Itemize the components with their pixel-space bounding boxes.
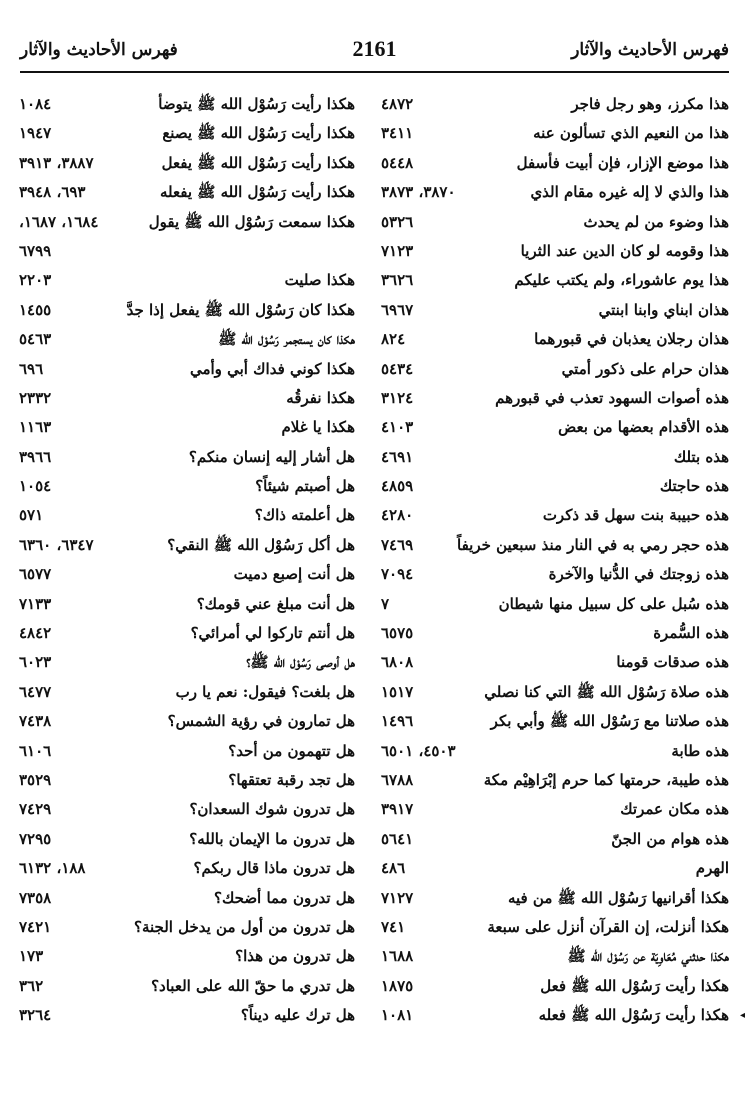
index-entry bbox=[19, 619, 367, 648]
page-header bbox=[20, 36, 729, 68]
index-column-right bbox=[381, 90, 729, 1031]
index-entry bbox=[381, 560, 729, 589]
index-column-left bbox=[19, 90, 367, 1031]
index-entry bbox=[19, 296, 367, 325]
hadith-number: ٧٤٢٩ bbox=[19, 800, 52, 819]
hadith-phrase: هل تجد رقبة تعتقها؟ bbox=[228, 770, 355, 789]
hadith-number: ٣٦٢٦ bbox=[381, 271, 414, 290]
hadith-number: ١٦٨٤، ١٦٨٧، bbox=[19, 212, 99, 231]
hadith-phrase: هذه سُبل على كل سبيل منها شيطان bbox=[498, 594, 729, 613]
hadith-phrase: هذه هوام من الجنّ bbox=[611, 829, 729, 848]
hadith-phrase: هكذا رأيت رَسُوْل الله ﷺ فعل bbox=[540, 976, 729, 995]
hadith-phrase: هكذا صليت bbox=[284, 271, 355, 290]
index-entry bbox=[381, 619, 729, 648]
hadith-number: ٧٤١ bbox=[381, 917, 406, 936]
hadith-phrase: هل أكل رَسُوْل الله ﷺ النقي؟ bbox=[167, 535, 355, 554]
index-entry bbox=[381, 237, 729, 266]
hadith-number: ٢٢٠٣ bbox=[19, 271, 52, 290]
index-entry bbox=[381, 648, 729, 677]
hadith-number: ٦٥٧٥ bbox=[381, 624, 414, 643]
index-entry bbox=[19, 90, 367, 119]
index-entry bbox=[381, 678, 729, 707]
hadith-phrase: هذان رجلان يعذبان في قبورهما bbox=[534, 330, 729, 349]
hadith-phrase: هل تتهمون من أحد؟ bbox=[228, 741, 355, 760]
hadith-number: ٧٠٩٤ bbox=[381, 565, 414, 584]
hadith-phrase: هذا موضع الإزار، فإن أبيت فأسفل bbox=[516, 153, 729, 172]
hadith-number: ١٦٨٨ bbox=[381, 947, 414, 966]
hadith-number: ١٨٧٥ bbox=[381, 976, 414, 995]
hadith-phrase: هل بلغت؟ فيقول: نعم يا رب bbox=[175, 682, 355, 701]
index-entry bbox=[381, 737, 729, 766]
index-entry bbox=[19, 266, 367, 295]
hadith-phrase: هل تمارون في رؤية الشمس؟ bbox=[167, 712, 355, 731]
hadith-number: ٥٤٣٤ bbox=[381, 359, 414, 378]
hadith-phrase: هذه أصوات السهود تعذب في قبورهم bbox=[495, 388, 729, 407]
hadith-number: ٥٧١ bbox=[19, 506, 44, 525]
hadith-phrase: هكذا نفرقُه bbox=[286, 388, 355, 407]
index-entry bbox=[381, 355, 729, 384]
hadith-number: ٥٦٤١ bbox=[381, 829, 414, 848]
index-entry bbox=[381, 443, 729, 472]
hadith-phrase: هذا مكرز، وهو رجل فاجر bbox=[571, 95, 729, 113]
hadith-phrase: هل أنت مبلغ عني قومك؟ bbox=[196, 594, 355, 613]
hadith-phrase: هذه صدقات قومنا bbox=[616, 653, 729, 672]
hadith-number: ٦٥٧٧ bbox=[19, 565, 52, 584]
hadith-number: ٣٥٢٩ bbox=[19, 770, 52, 789]
index-entry bbox=[381, 296, 729, 325]
hadith-number: ٤١٠٣ bbox=[381, 418, 414, 437]
hadith-number: ٧٣٥٨ bbox=[19, 888, 52, 907]
index-entry bbox=[381, 707, 729, 736]
hadith-phrase: هكذا رأيت رَسُوْل الله ﷺ فعله bbox=[538, 1006, 729, 1025]
index-entry bbox=[381, 472, 729, 501]
index-entry bbox=[381, 149, 729, 178]
hadith-phrase: هل أعلمته ذاك؟ bbox=[254, 506, 355, 525]
hadith-phrase: هكذا كان رَسُوْل الله ﷺ يفعل إذا جدَّ bbox=[126, 300, 355, 319]
hadith-number: ١١٦٣ bbox=[19, 418, 52, 437]
hadith-number: ٣٢٦٤ bbox=[19, 1006, 52, 1025]
index-entry bbox=[19, 443, 367, 472]
index-entry bbox=[381, 501, 729, 530]
hadith-number: ٤٨٦ bbox=[381, 859, 406, 878]
hadith-phrase: هكذا أنزلت، إن القرآن أنزل على سبعة bbox=[487, 917, 729, 936]
index-entry bbox=[381, 766, 729, 795]
hadith-number: ٣٩١٧ bbox=[381, 800, 414, 819]
index-entry bbox=[19, 648, 367, 677]
index-entry bbox=[19, 149, 367, 178]
hadith-number: ٤٢٨٠ bbox=[381, 506, 414, 525]
hadith-phrase: هذان حرام على ذكور أمتي bbox=[561, 359, 729, 378]
hadith-number: ٥٣٢٦ bbox=[381, 212, 414, 231]
index-entry bbox=[19, 208, 367, 237]
index-entry bbox=[381, 884, 729, 913]
header-rule bbox=[20, 71, 729, 73]
hadith-phrase: هل تدري ما حقّ الله على العباد؟ bbox=[151, 976, 355, 995]
hadith-number: ٤٦٩١ bbox=[381, 447, 414, 466]
index-entry bbox=[19, 590, 367, 619]
index-entry bbox=[381, 795, 729, 824]
running-title-right: فهرس الأحاديث والآثار bbox=[571, 40, 729, 60]
hadith-number: ٣٦٢ bbox=[19, 976, 44, 995]
index-entry bbox=[19, 355, 367, 384]
hadith-number: ٦٩٣، ٣٩٤٨ bbox=[19, 183, 86, 202]
hadith-number: ١٠٥٤ bbox=[19, 477, 52, 496]
hadith-number: ٦٩٦ bbox=[19, 359, 44, 378]
index-entry bbox=[19, 119, 367, 148]
hadith-phrase: هذه زوجتك في الدُّنيا والآخرة bbox=[548, 565, 729, 584]
hadith-number: ٦٤٧٧ bbox=[19, 682, 52, 701]
hadith-phrase: هذه صلاتنا مع رَسُوْل الله ﷺ وأبي بكر bbox=[490, 712, 729, 731]
hadith-phrase: هكذا كوني فداك أبي وأمي bbox=[189, 359, 355, 378]
index-entry bbox=[19, 531, 367, 560]
hadith-phrase: هذا والذي لا إله غيره مقام الذي bbox=[530, 183, 729, 202]
index-entry bbox=[381, 972, 729, 1001]
index-entry bbox=[19, 854, 367, 883]
index-entry bbox=[19, 942, 367, 971]
hadith-number: ٧٤٢١ bbox=[19, 917, 52, 936]
hadith-phrase: هل تدرون ما الإيمان بالله؟ bbox=[189, 829, 355, 848]
index-entry bbox=[381, 913, 729, 942]
index-entry bbox=[19, 325, 367, 354]
hadith-phrase: هل أوصى رَسُوْل الله ﷺ؟ bbox=[246, 653, 355, 672]
index-entry bbox=[381, 384, 729, 413]
index-entry bbox=[381, 1001, 729, 1030]
index-entry bbox=[19, 795, 367, 824]
margin-mark: ◂ bbox=[740, 1010, 746, 1021]
index-entry bbox=[19, 501, 367, 530]
index-entry bbox=[19, 413, 367, 442]
hadith-phrase: هذه الأقدام بعضها من بعض bbox=[558, 418, 729, 437]
hadith-number: ١٠٨٤ bbox=[19, 95, 52, 113]
hadith-number: ١٩٤٧ bbox=[19, 124, 52, 143]
hadith-phrase: هذا من النعيم الذي تسألون عنه bbox=[533, 124, 729, 143]
hadith-number: ١٠٨١ bbox=[381, 1006, 414, 1025]
hadith-phrase: هل أشار إليه إنسان منكم؟ bbox=[188, 447, 355, 466]
hadith-number: ٣٩٦٦ bbox=[19, 447, 52, 466]
hadith-phrase: هذه حجر رمي به في النار منذ سبعين خريفاً bbox=[457, 535, 729, 554]
hadith-number: ٦٠٢٣ bbox=[19, 653, 52, 672]
hadith-number: ٦٧٩٩ bbox=[19, 241, 52, 260]
index-entry bbox=[19, 737, 367, 766]
hadith-phrase: هل ترك عليه ديناً؟ bbox=[240, 1006, 355, 1025]
hadith-number: ٣٤١١ bbox=[381, 124, 414, 143]
hadith-number: ١٥١٧ bbox=[381, 682, 414, 701]
hadith-phrase: الهرم bbox=[695, 859, 729, 878]
hadith-number: ٧٤٦٩ bbox=[381, 535, 414, 554]
index-entry bbox=[381, 90, 729, 119]
hadith-phrase: هل أنتم تاركوا لي أمرائي؟ bbox=[190, 624, 355, 643]
index-entry bbox=[381, 825, 729, 854]
index-entry bbox=[19, 825, 367, 854]
hadith-number: ٦٨٠٨ bbox=[381, 653, 414, 672]
hadith-phrase: هل تدرون من هذا؟ bbox=[235, 947, 355, 966]
hadith-number: ٤٨٤٢ bbox=[19, 624, 52, 643]
hadith-phrase: هكذا يا غلام bbox=[281, 418, 355, 437]
index-entry bbox=[19, 472, 367, 501]
hadith-phrase: هكذا كان يستجمر رَسُوْل الله ﷺ bbox=[218, 330, 355, 349]
index-entry bbox=[19, 972, 367, 1001]
hadith-number: ٥٤٤٨ bbox=[381, 153, 414, 172]
hadith-number: ٦١٠٦ bbox=[19, 741, 52, 760]
index-entry bbox=[381, 208, 729, 237]
hadith-number: ٨٢٤ bbox=[381, 330, 406, 349]
hadith-number: ٧١٣٣ bbox=[19, 594, 52, 613]
index-entry bbox=[19, 384, 367, 413]
hadith-number: ٧١٢٧ bbox=[381, 888, 414, 907]
index-entry bbox=[19, 237, 367, 266]
hadith-number: ٧٤٣٨ bbox=[19, 712, 52, 731]
hadith-phrase: هكذا أقرانيها رَسُوْل الله ﷺ من فيه bbox=[507, 888, 729, 907]
hadith-phrase: هل تدرون من أول من يدخل الجنة؟ bbox=[133, 917, 355, 936]
hadith-phrase: هذه بتلك bbox=[673, 447, 729, 466]
running-title-left: فهرس الأحاديث والآثار bbox=[20, 40, 178, 60]
hadith-phrase: هذه السُّمرة bbox=[653, 624, 729, 643]
hadith-number: ٧١٢٣ bbox=[381, 241, 414, 260]
hadith-phrase: هل تدرون شوك السعدان؟ bbox=[189, 800, 355, 819]
hadith-phrase: هل تدرون مما أضحك؟ bbox=[214, 888, 355, 907]
index-entry bbox=[19, 913, 367, 942]
index-entry bbox=[19, 884, 367, 913]
hadith-phrase: هذا وضوء من لم يحدث bbox=[583, 212, 729, 231]
hadith-phrase: هكذا حدثني مُعَاوِيَة عن رَسُوْل الله ﷺ bbox=[567, 947, 729, 966]
index-entry bbox=[19, 766, 367, 795]
hadith-number: ٦٧٨٨ bbox=[381, 770, 414, 789]
hadith-number: ٤٥٠٣، ٦٥٠١ bbox=[381, 741, 456, 760]
hadith-number: ٤٨٧٢ bbox=[381, 95, 414, 113]
hadith-phrase: هذه حاجتك bbox=[659, 477, 729, 496]
index-entry bbox=[381, 119, 729, 148]
hadith-phrase: هكذا سمعت رَسُوْل الله ﷺ يقول bbox=[148, 212, 355, 231]
hadith-phrase: هذه طيبة، حرمتها كما حرم إبْرَاهِيْم مكة bbox=[483, 770, 729, 789]
hadith-phrase: هذه حبيبة بنت سهل قد ذكرت bbox=[542, 506, 729, 525]
hadith-phrase: هذان ابناي وابنا ابنتي bbox=[598, 300, 729, 319]
hadith-number: ٣٨٨٧، ٣٩١٣ bbox=[19, 153, 94, 172]
hadith-phrase: هكذا رأيت رَسُوْل الله ﷺ يتوضأ bbox=[158, 95, 355, 113]
hadith-number: ١٨٨، ٦١٣٢ bbox=[19, 859, 86, 878]
hadith-phrase: هل تدرون ماذا قال ربكم؟ bbox=[193, 859, 355, 878]
index-entry bbox=[19, 707, 367, 736]
hadith-number: ٣٨٧٠، ٣٨٧٣ bbox=[381, 183, 456, 202]
hadith-phrase: هذه طابة bbox=[671, 741, 729, 760]
hadith-phrase: هل أصبتم شيئاً؟ bbox=[255, 477, 355, 496]
index-entry bbox=[381, 266, 729, 295]
index-entry bbox=[381, 590, 729, 619]
hadith-number: ٦٣٤٧، ٦٣٦٠ bbox=[19, 535, 94, 554]
hadith-number: ١٧٣ bbox=[19, 947, 44, 966]
hadith-number: ١٤٥٥ bbox=[19, 300, 52, 319]
index-entry bbox=[381, 413, 729, 442]
hadith-phrase: هذه صلاة رَسُوْل الله ﷺ التي كنا نصلي bbox=[484, 682, 729, 701]
index-entry bbox=[381, 854, 729, 883]
hadith-phrase: هكذا رأيت رَسُوْل الله ﷺ يصنع bbox=[162, 124, 355, 143]
hadith-number: ٤٨٥٩ bbox=[381, 477, 414, 496]
index-entry bbox=[381, 531, 729, 560]
hadith-number: ٧ bbox=[381, 594, 390, 613]
hadith-phrase: هكذا رأيت رَسُوْل الله ﷺ يفعله bbox=[160, 183, 355, 202]
hadith-number: ٦٩٦٧ bbox=[381, 300, 414, 319]
index-entry bbox=[381, 325, 729, 354]
hadith-phrase: هذا وقومه لو كان الدين عند الثريا bbox=[520, 241, 729, 260]
hadith-phrase: هذا يوم عاشوراء، ولم يكتب عليكم bbox=[514, 271, 729, 290]
hadith-number: ٢٣٣٢ bbox=[19, 388, 52, 407]
hadith-phrase: هكذا رأيت رَسُوْل الله ﷺ يفعل bbox=[161, 153, 355, 172]
index-entry bbox=[19, 560, 367, 589]
hadith-number: ١٤٩٦ bbox=[381, 712, 414, 731]
hadith-number: ٣١٢٤ bbox=[381, 388, 414, 407]
index-entry bbox=[19, 178, 367, 207]
index-entry bbox=[19, 678, 367, 707]
index-entry bbox=[381, 942, 729, 971]
index-entry bbox=[381, 178, 729, 207]
hadith-number: ٥٤٦٣ bbox=[19, 330, 52, 349]
index-entry bbox=[19, 1001, 367, 1030]
hadith-phrase: هذه مكان عمرتك bbox=[620, 800, 729, 819]
hadith-number: ٧٢٩٥ bbox=[19, 829, 52, 848]
hadith-phrase: هل أنت إصبع دميت bbox=[233, 565, 355, 584]
page-number: 2161 bbox=[352, 36, 397, 61]
